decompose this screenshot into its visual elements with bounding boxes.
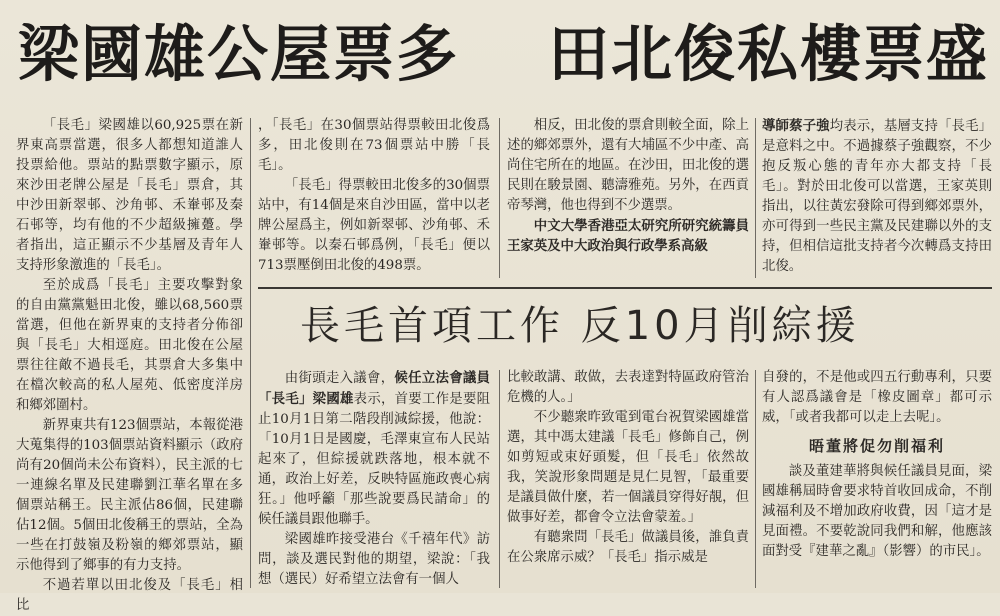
column-divider xyxy=(755,118,756,278)
paragraph xyxy=(258,368,490,530)
paragraph: 不過若單以田北俊及「長毛」相比 xyxy=(16,578,243,613)
paragraph: 比較敢講、敢做，去表達對特區政府管治危機的人。」 xyxy=(507,370,749,405)
paragraph: 梁國雄昨接受港台《千禧年代》訪問，談及選民對他的期望，梁說：「我想（選民）好希望立法會有一個人 xyxy=(258,532,490,587)
paragraph: 新界東共有123個票站，本報從港大蒐集得的103個票站資料顯示（政府尚有20個尚未公布資料），民主派的七一連線名單及民建聯劉江華名單在多個票站稱王。民主派佔86個，民建聯佔12個。5個田北俊稱王的票站，全為一些在打鼓嶺及粉嶺的鄉郊票站，顯示他得到了鄉事的有力支持。 xyxy=(16,418,243,573)
article-column-5 xyxy=(258,368,490,590)
section-subheading: 晤董將促勿削福利 xyxy=(808,437,945,455)
section-divider xyxy=(258,287,992,289)
paragraph xyxy=(762,116,992,277)
paragraph-text: 由街頭走入議會， xyxy=(284,371,395,386)
article-column-7 xyxy=(762,368,992,590)
paragraph: 「長毛」梁國雄以60,925票在新界東高票當選，很多人都想知道誰人投票給他。票站的點票數字顯示，原來沙田老牌公屋是「長毛」票倉，其中沙田新翠邨、沙角邨、禾輋邨及秦石邨等，均有他的不少超級擁躉。學者指出，這正顯示不少基層及青年人支持形象激進的「長毛」。 xyxy=(16,118,243,273)
paragraph: 自發的，不是他或四五行動專利，只要有人認爲議會是「橡皮圖章」都可示威，「或者我都可以走上去呢」。 xyxy=(762,370,992,425)
paragraph: 不少聽衆昨致電到電台祝賀梁國雄當選，其中馮太建議「長毛」修飾自己，例如剪短或束好頭髮，但「長毛」依然故我，笑說形象問題是見仁見智，「最重要是議員做什麼，若一個議員穿得好靚，但做事好差，都會令立法會蒙羞。」 xyxy=(507,410,749,525)
paragraph-text: 表示，首要工作是要阻止10月1日第二階段削減綜援，他說：「10月1日是國慶，毛澤東宣布人民站起來了，但綜援就跌落地，根本就不通，政治上好差，反映特區施政喪心病狂。」他呼籲「那些說要爲民請命」的候任議員跟他聯手。 xyxy=(258,392,491,527)
column-divider xyxy=(755,370,756,588)
headline xyxy=(18,10,988,100)
article-column-4 xyxy=(762,116,992,276)
article-column-3 xyxy=(507,116,749,276)
paragraph: ，「長毛」在30個票站得票較田北俊爲多，田北俊則在73個票站中勝「長毛」。 xyxy=(258,118,490,173)
article-column-1 xyxy=(16,116,243,613)
column-divider xyxy=(499,370,500,588)
column-divider xyxy=(499,118,500,278)
column-divider xyxy=(250,118,251,588)
bold-name: 導師蔡子強 xyxy=(762,118,830,134)
headline-left: 梁國雄公屋票多 xyxy=(18,19,460,90)
paragraph-bold: 中文大學香港亞太研究所研究統籌員王家英及中大政治與行政學系高級 xyxy=(507,218,749,254)
paragraph: 至於成爲「長毛」主要攻擊對象的自由黨黨魁田北俊，雖以68,560票當選，但他在新界東的支持者分佈卻與「長毛」大相逕庭。田北俊在公屋票往往敵不過長毛，其票倉大多集中在檔次較高的私人屋苑、低密度洋房和鄉郊圍村。 xyxy=(16,278,243,413)
paragraph: 相反，田北俊的票倉則較全面，除上述的鄉郊票外，還有大埔區不少中產、高尚住宅所在的地區。在沙田，田北俊的選民則在駿景園、聽濤雅苑。另外，在西貢帝琴灣，他也得到不少選票。 xyxy=(507,118,749,213)
paragraph-text: 均表示，基層支持「長毛」是意料之中。不過據蔡子強觀察，不少抱反叛心態的青年亦大都支持「長毛」。對於田北俊可以當選，王家英則指出，以往黃宏發除可得到鄉郊票外，亦可得到一些民主黨及民建聯以外的支持，但相信這批支持者今次轉爲支持田北俊。 xyxy=(762,119,993,274)
article-column-2 xyxy=(258,116,490,276)
paragraph: 有聽衆問「長毛」做議員後，誰負責在公衆席示威？「長毛」指示威是 xyxy=(507,530,749,565)
subheadline: 長毛首項工作 反10月削綜援 xyxy=(300,303,860,349)
article-column-6 xyxy=(507,368,749,590)
bold-name: 候任立法會議員「長毛」梁國雄 xyxy=(258,370,491,407)
headline-right: 田北俊私樓票盛 xyxy=(548,19,990,90)
paragraph: 談及董建華將與候任議員見面，梁國雄稱屆時會要求特首收回成命，不削減福利及不增加政府收費，因「這才是見面禮。不要乾說同我們和解，他應該面對受『建華之亂』（影響）的市民」。 xyxy=(762,464,992,559)
paragraph: 「長毛」得票較田北俊多的30個票站中，有14個是來自沙田區，當中以老牌公屋爲主，例如新翠邨、沙角邨、禾輋邨等。以秦石邨爲例，「長毛」便以713票壓倒田北俊的498票。 xyxy=(258,178,490,273)
